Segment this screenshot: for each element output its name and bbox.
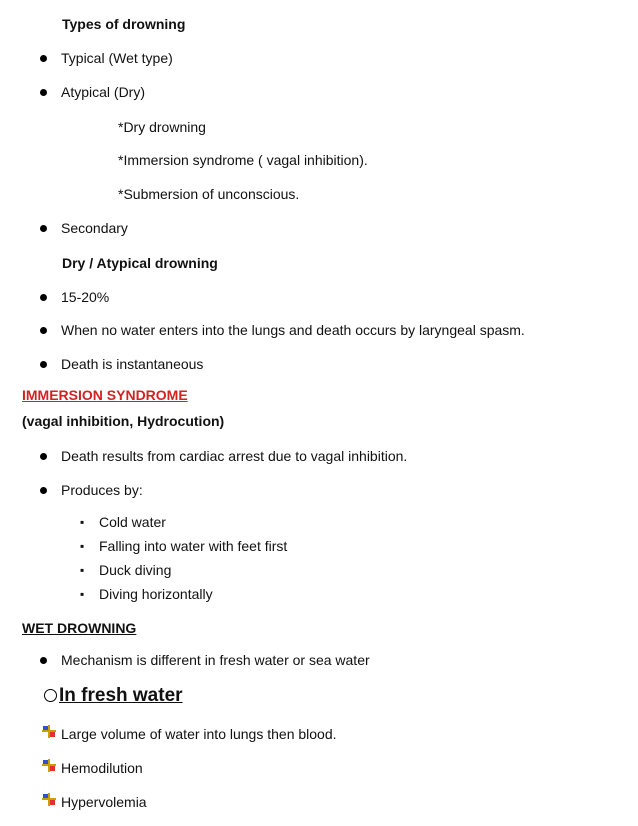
cause-item: Falling into water with feet first <box>99 538 288 554</box>
fresh-item: Large volume of water into lungs then blood. <box>61 726 337 742</box>
bullet-icon <box>40 89 47 96</box>
bullet-icon <box>40 453 47 460</box>
fresh-item: Hypervolemia <box>61 794 147 810</box>
list-item-atypical: Atypical (Dry) <box>61 84 146 100</box>
small-bullet-icon: ▪ <box>80 539 85 553</box>
dry-item: 15-20% <box>61 289 110 305</box>
small-bullet-icon: ▪ <box>80 587 85 601</box>
sub-item-dry-drowning: *Dry drowning <box>118 119 206 135</box>
flag-bullet-icon <box>42 725 56 738</box>
circle-bullet-icon <box>44 689 57 702</box>
small-bullet-icon: ▪ <box>80 563 85 577</box>
immersion-heading: IMMERSION SYNDROME <box>22 387 188 403</box>
bullet-icon <box>40 487 47 494</box>
dry-item: When no water enters into the lungs and death occurs by laryngeal spasm. <box>61 322 525 338</box>
types-heading: Types of drowning <box>62 16 186 32</box>
sub-item-immersion-syndrome: *Immersion syndrome ( vagal inhibition). <box>118 152 368 168</box>
bullet-icon <box>40 657 47 664</box>
wet-heading: WET DROWNING <box>22 620 137 636</box>
dry-heading: Dry / Atypical drowning <box>62 255 218 271</box>
dry-item: Death is instantaneous <box>61 356 204 372</box>
cause-item: Diving horizontally <box>99 586 213 602</box>
immersion-item: Death results from cardiac arrest due to vagal inhibition. <box>61 448 408 464</box>
wet-item: Mechanism is different in fresh water or sea water <box>61 652 370 668</box>
fresh-item: Hemodilution <box>61 760 143 776</box>
list-item-typical: Typical (Wet type) <box>61 50 173 66</box>
cause-item: Duck diving <box>99 562 172 578</box>
list-item-secondary: Secondary <box>61 220 128 236</box>
immersion-subheading: (vagal inhibition, Hydrocution) <box>22 413 225 429</box>
flag-bullet-icon <box>42 759 56 772</box>
flag-bullet-icon <box>42 793 56 806</box>
sub-item-submersion: *Submersion of unconscious. <box>118 186 300 202</box>
bullet-icon <box>40 294 47 301</box>
bullet-icon <box>40 55 47 62</box>
small-bullet-icon: ▪ <box>80 515 85 529</box>
bullet-icon <box>40 327 47 334</box>
cause-item: Cold water <box>99 514 166 530</box>
fresh-water-heading: In fresh water <box>59 685 183 706</box>
bullet-icon <box>40 361 47 368</box>
immersion-item: Produces by: <box>61 482 143 498</box>
bullet-icon <box>40 225 47 232</box>
